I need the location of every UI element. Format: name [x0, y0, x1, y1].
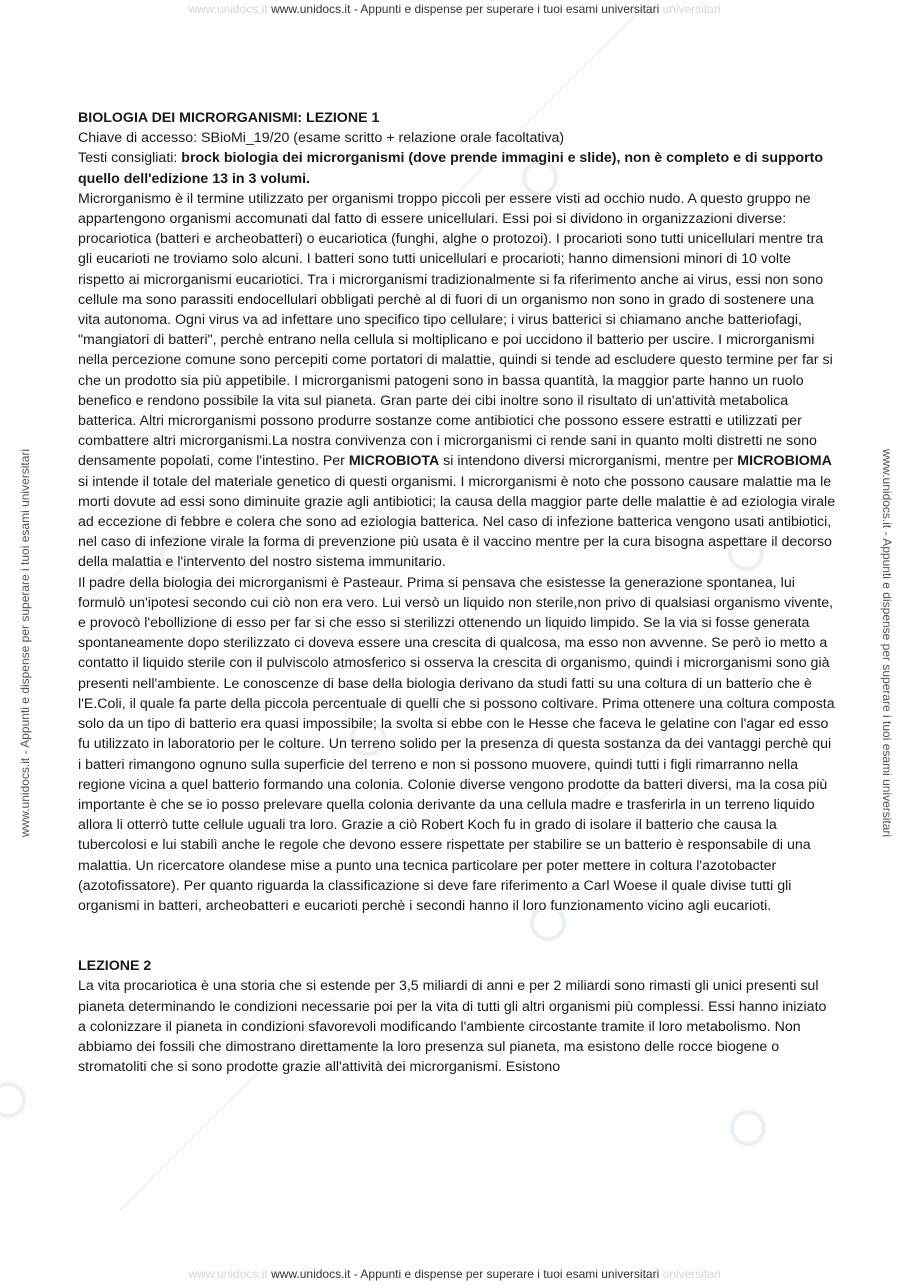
lesson2-paragraph-1: La vita procariotica è una storia che si estende per 3,5 miliardi di anni e per 2 miliardi sono rimasti gli unici presenti sul pianeta determinando le condizioni necessarie poi per la vita di tutti gli altri organismi più complessi. Essi hanno iniziato a colonizzare il pianeta in condizioni sfavorevoli modificando l'ambiente circostante tramite il loro metabolismo. Non abbiamo dei fossili che dimostrano direttamente la loro presenza sul pianeta, ma esistono delle rocce biogene o stromatoliti che si sono prodotte grazie all'attività dei microrganismi. Esistono: [78, 978, 827, 1076]
paragraph-text: Microrganismo è il termine utilizzato per organismi troppo piccoli per essere visti ad occhio nudo. A questo gruppo ne appartengono organismi accomunati dal fatto di essere unicellulari. Essi poi si dividono in organizzazioni diverse: procariotica (batteri e archeobatteri) o eucariotica (funghi, alghe o protozoi). I procarioti sono tutti unicellulari mentre tra gli eucarioti ne troviamo solo alcuni. I batteri sono tutti unicellulari e procarioti; hanno dimensioni minori di 10 volte rispetto ai microrganismi eucariotici. Tra i microrganismi tradizionalmente si fa riferimento anche ai virus, essi non sono cellule ma sono parassiti endocellulari obbligati perchè al di fuori di un organismo non sono in grado di sostenere una vita autonoma. Ogni virus va ad infettare uno specifico tipo cellulare; i virus batterici si chiamano anche batteriofagi, "mangiatori di batteri", perchè entrano nella cellula si moltiplicano e poi uccidono il batterio per uscire. I microrganismi nella percezione comune sono percepiti come portatori di malattie, quindi si tende ad escludere questo termine per far si che un prodotto sia più appetibile. I microrganismi patogeni sono in bassa quantità, la maggior parte hanno un ruolo benefico e rendono possibile la vita sul pianeta. Gran parte dei cibi inoltre sono il risultato di un'attività metabolica batterica. Altri microrganismi possono produrre sostanze come antibiotici che possono essere estratti e utilizzati per combattere altri microrganismi.La nostra convivenza con i microrganismi ci rende sani in quanto molti distretti ne sono densamente popolati, come l'intestino. Per: [78, 190, 833, 470]
paragraph-text: si intendono diversi microrganismi, mentre per: [439, 453, 738, 470]
term-microbiota: MICROBIOTA: [348, 453, 440, 470]
watermark-logo-icon: [0, 1082, 26, 1118]
watermark-faded-right: universitari: [662, 1267, 721, 1281]
watermark-logo-icon: [730, 1110, 766, 1146]
lesson1-title: BIOLOGIA DEI MICRORGANISMI: LEZIONE 1: [78, 110, 380, 126]
term-microbioma: MICROBIOMA: [737, 453, 832, 470]
lesson2-title: LEZIONE 2: [78, 958, 152, 975]
recommended-texts-title: brock biologia dei microrganismi (dove prende immagini e slide), non è completo e di supporto quello dell'edizione 13 in 3 volumi.: [78, 150, 823, 187]
watermark-faded-right: universitari: [662, 2, 721, 16]
recommended-texts: [78, 148, 838, 188]
watermark-footer: [0, 1267, 909, 1281]
watermark-side-left: www.unidocs.it - Appunti e dispense per superare i tuoi esami universitari: [18, 448, 32, 838]
lesson1-paragraph-1: [78, 189, 838, 573]
access-key: Chiave di accesso: SBioMi_19/20 (esame scritto + relazione orale facoltativa): [78, 130, 565, 147]
lesson1-paragraph-2: Il padre della biologia dei microrganismi è Pasteaur. Prima si pensava che esistesse la generazione spontanea, lui formulò un'ipotesi secondo cui ciò non era vero. Lui versò un liquido non sterile,non privo di qualsiasi organismo vivente, e provocò l'ebollizione di esso per far si che esso si sterilizzi ottenendo un liquido limpido. Se la via si fosse generata spontaneamente dopo sterilizzato ci doveva essere una crescita di qualcosa, ma esso non avvenne. Se però io metto a contatto il liquido sterile con il pulviscolo atmosferico si osserva la crescita di organismo, quindi i microrganismi sono già presenti nell'ambiente. Le conoscenze di base della biologia derivano da studi fatti su una coltura di un batterio che è l'E.Coli, il quale fa parte della piccola percentuale di quelli che si possono coltivare. Prima ottenere una coltura composta solo da un tipo di batterio era quasi impossibile; la svolta si ebbe con le Hesse che faceva le gelatine con l'agar ed esso fu utilizzato in laboratorio per le colture. Un terreno solido per la presenza di questa sostanza da dei vantaggi perchè qui i batteri rimangono ognuno sulla superficie del terreno e non si possono muovere, quindi tutti i figli rimarranno nella regione vicina a quel batterio formando una colonia. Colonie diverse vengono prodotte da batteri diversi, ma la cosa più importante è che se io posso prelevare quella colonia derivante da una cellula madre e trasferirla in un terreno liquido allora li otterrò tutte cellule uguali tra loro. Grazie a ciò Robert Koch fu in grado di isolare il batterio che causa la tubercolosi e lui stabilì anche le regole che devono essere rispettate per stabilire se un batterio è responsabile di una malattia. Un ricercatore olandese mise a punto una tecnica particolare per poter mettere in coltura l'azotobacter (azotofissatore). Per quanto riguarda la classificazione si deve fare riferimento a Carl Woese il quale divise tutti gli organismi in batteri, archeobatteri e eucarioti perchè i secondi hanno il loro funzionamento vicino agli eucarioti.: [78, 574, 835, 914]
watermark-faded-left: www.unidocs.it: [188, 2, 268, 16]
watermark-header: [0, 2, 909, 16]
recommended-texts-label: Testi consigliati:: [78, 150, 182, 167]
watermark-faded-left: www.unidocs.it: [188, 1267, 268, 1281]
section-gap: [78, 916, 838, 956]
watermark-text: www.unidocs.it - Appunti e dispense per superare i tuoi esami universitari: [271, 1267, 660, 1281]
paragraph-text: si intende il totale del materiale genetico di questi organismi. I microrganismi è noto che possono causare malattie ma le morti dovute ad essi sono diminuite grazie agli antibiotici; la causa della maggior parte delle malattie è ad eziologia virale ad eccezione di febbre e colera che sono ad eziologia batterica. Nel caso di infezione batterica vengono usati antibiotici, nel caso di infezione virale la forma di prevenzione più usata è il vaccino mentre per la cura bisogna aspettare il decorso della malattia e l'intervento del nostro sistema immunitario.: [78, 473, 836, 571]
watermark-side-right: www.unidocs.it - Appunti e dispense per superare i tuoi esami universitari: [880, 448, 894, 838]
document-body: [78, 108, 838, 1077]
watermark-text: www.unidocs.it - Appunti e dispense per superare i tuoi esami universitari: [271, 2, 660, 16]
